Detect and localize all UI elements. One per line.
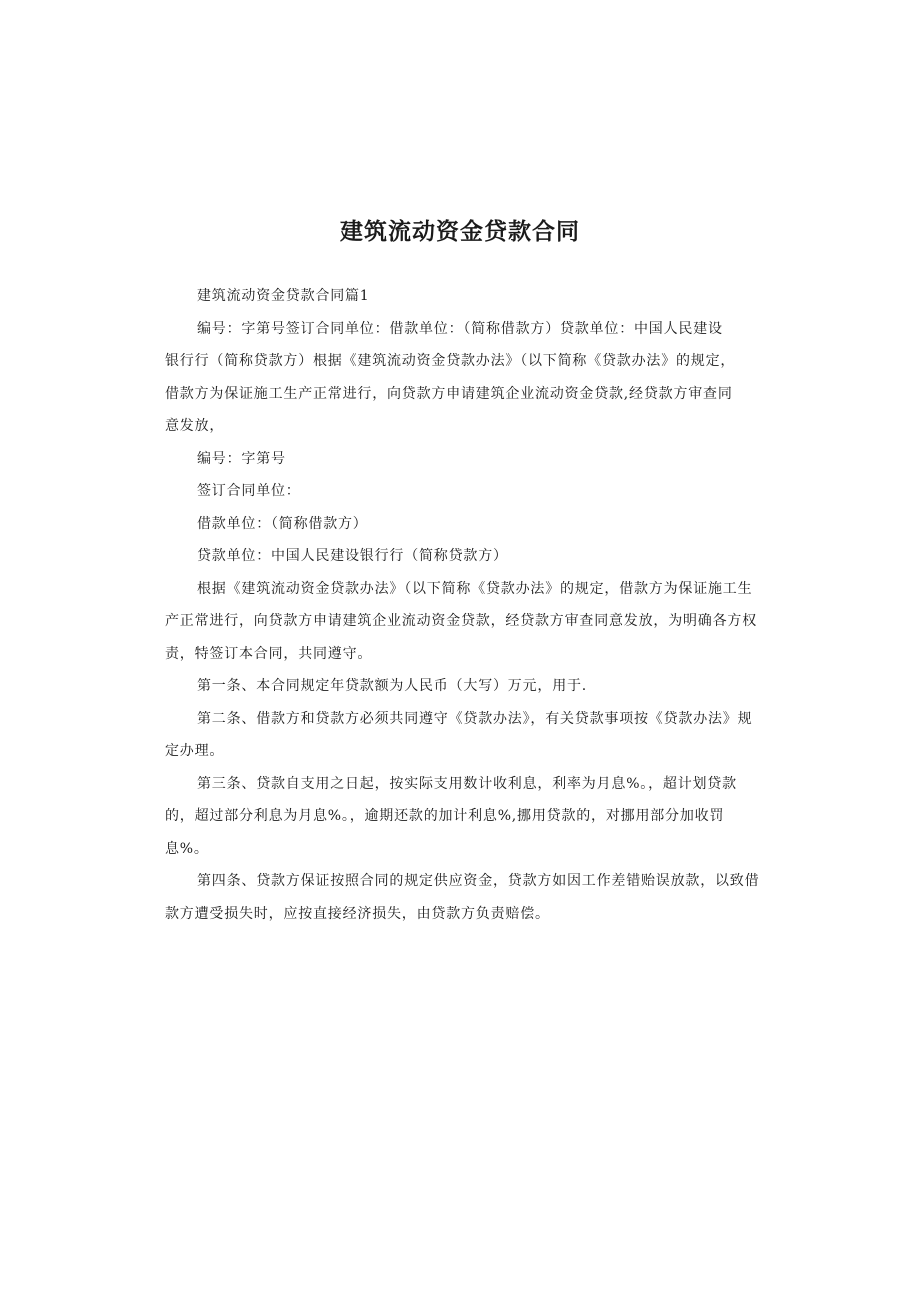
intro-line: 意发放， <box>165 418 225 434</box>
intro-line: 银行行（简称贷款方）根据《建筑流动资金贷款办法》（以下简称《贷款办法》的规定， <box>165 353 736 369</box>
intro-paragraph <box>165 313 765 443</box>
lender-unit: 贷款单位：中国人民建设银行行（简称贷款方） <box>197 548 508 564</box>
contract-number: 编号：字第号 <box>197 450 286 467</box>
document-title: 建筑流动资金贷款合同 <box>340 219 580 245</box>
signing-unit: 签订合同单位： <box>197 483 301 499</box>
document-body <box>165 280 765 930</box>
section-heading: 建筑流动资金贷款合同篇1 <box>197 288 370 304</box>
article-1: 第一条、本合同规定年贷款额为人民币（大写）万元，用于. <box>197 678 588 694</box>
article-4: 第四条、贷款方保证按照合同的规定供应资金，贷款方如因工作差错贻误放款，以致借款方遭受损失时，应按直接经济损失，由贷款方负责赔偿。 <box>165 873 760 922</box>
intro-line: 编号：字第号签订合同单位：借款单位：（简称借款方）贷款单位：中国人民建设 <box>197 320 723 337</box>
article-2: 第二条、借款方和贷款方必须共同遵守《贷款办法》，有关贷款事项按《贷款办法》规定办理。 <box>165 710 753 759</box>
borrower-unit: 借款单位：（简称借款方） <box>197 515 368 532</box>
basis-paragraph: 根据《建筑流动资金贷款办法》（以下简称《贷款办法》的规定，借款方为保证施工生产正常进行，向贷款方申请建筑企业流动资金贷款，经贷款方审查同意发放，为明确各方权责，特签订本合同，共同遵守。 <box>165 580 757 662</box>
article-3: 第三条、贷款自支用之日起，按实际支用数计收利息，利率为月息%。，超计划贷款的，超过部分利息为月息%。，逾期还款的加计利息%,挪用贷款的，对挪用部分加收罚息%。 <box>165 775 737 857</box>
intro-line: 借款方为保证施工生产正常进行，向贷款方申请建筑企业流动资金贷款,经贷款方审查同 <box>165 385 733 402</box>
